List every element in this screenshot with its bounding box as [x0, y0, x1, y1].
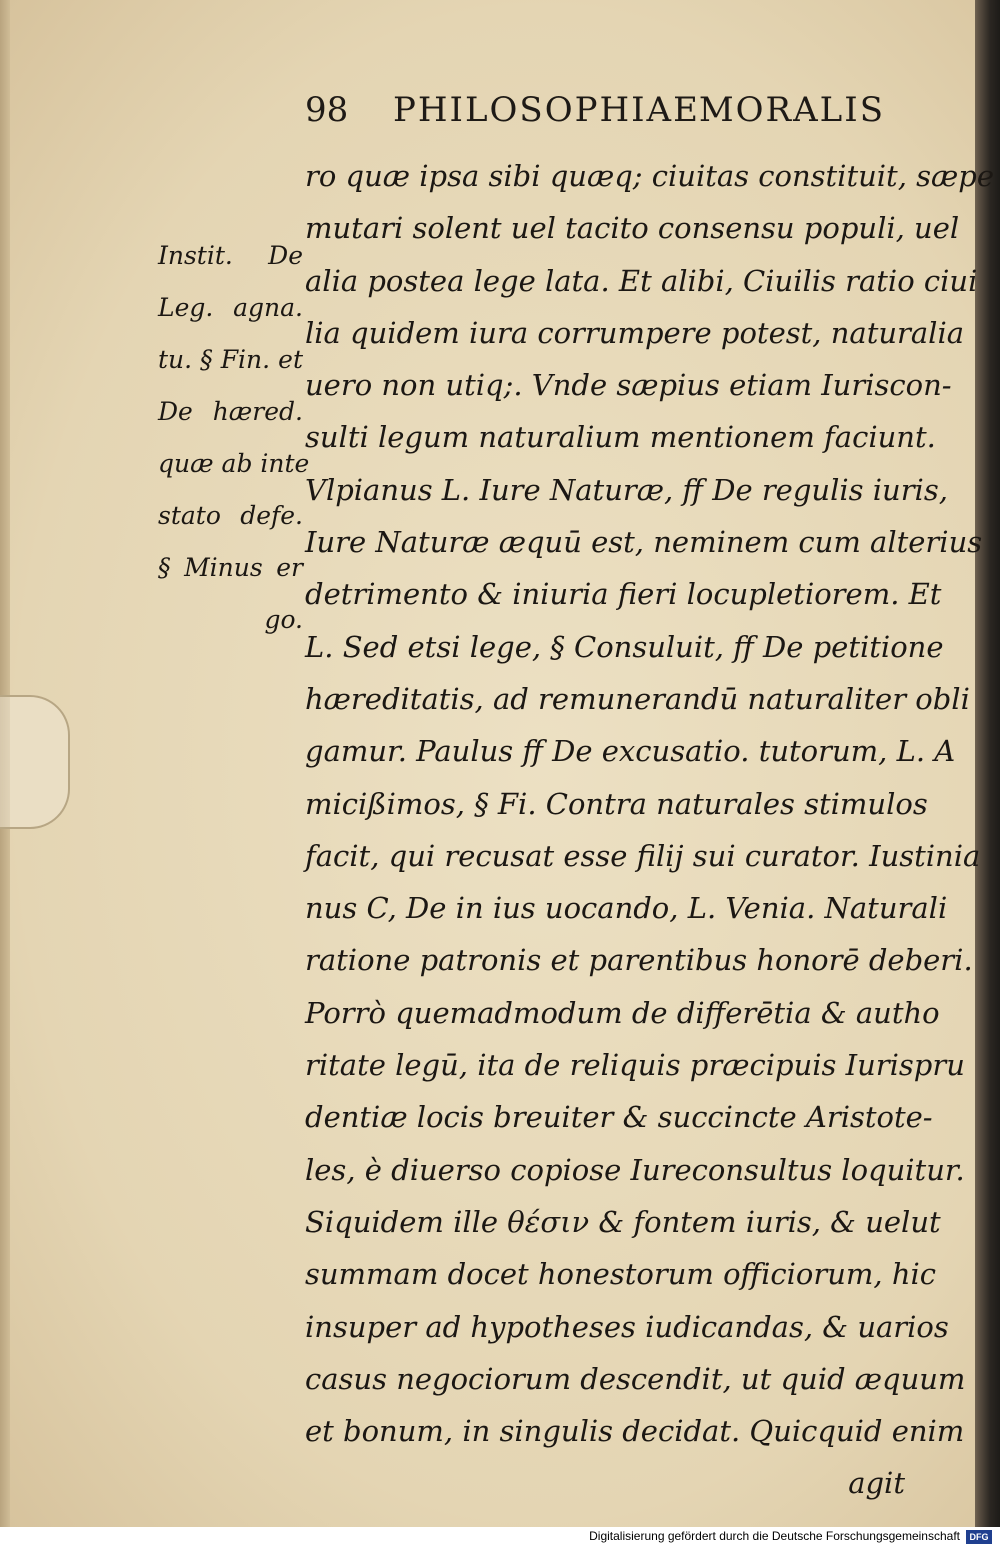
text-line: Siquidem ille θέσιν & fontem iuris, & uelut: [305, 1204, 941, 1239]
text-line: alia postea lege lata. Et alibi, Ciuilis ratio ciui: [305, 263, 978, 298]
marginal-line: tu. § Fin. et: [158, 345, 303, 374]
text-line: Iure Naturæ æquū est, neminem cum alterius: [305, 525, 983, 560]
marginal-line: De hæred.: [158, 397, 303, 426]
footer-bar: [0, 1527, 1000, 1547]
text-line: mutari solent uel tacito consensu populi, uel: [305, 211, 960, 246]
text-line: sulti legum naturalium mentionem faciunt.: [305, 420, 936, 455]
page-number: 98: [305, 90, 349, 130]
page-clip: [0, 695, 70, 829]
running-title-right: MORALIS: [698, 90, 885, 130]
text-line: Porrò quemadmodum de differētia & autho: [305, 995, 940, 1030]
text-line: les, è diuerso copiose Iureconsultus loquitur.: [305, 1152, 965, 1187]
text-line: ratione patronis et parentibus honorē deberi.: [305, 943, 973, 978]
running-header: [305, 90, 885, 140]
marginal-line: Leg. agna.: [158, 293, 303, 322]
text-line: Vlpianus L. Iure Naturæ, ff De regulis iuris,: [305, 472, 948, 507]
marginal-line: stato defe.: [158, 501, 303, 530]
marginal-note: [158, 230, 310, 646]
text-line: uero non utiq;. Vnde sæpius etiam Iuriscon-: [305, 368, 952, 403]
text-line: ro quæ ipsa sibi quæq; ciuitas constituit, sæpe: [305, 159, 995, 193]
marginal-line: Instit. De: [158, 241, 303, 270]
text-line: gamur. Paulus ff De excusatio. tutorum, L. A: [305, 734, 956, 769]
text-line: facit, qui recusat esse filij sui curator. Iustinia: [305, 838, 981, 873]
text-line: casus negociorum descendit, ut quid æquum: [305, 1361, 966, 1396]
marginal-line: § Minus er: [158, 553, 303, 582]
text-line: dentiæ locis breuiter & succincte Aristote-: [305, 1100, 933, 1135]
text-line: insuper ad hypotheses iudicandas, & uarios: [305, 1309, 949, 1344]
running-title-left: PHILOSOPHIAE: [393, 90, 700, 130]
text-line: summam docet honestorum officiorum, hic: [305, 1257, 937, 1292]
dfg-logo-icon: DFG: [966, 1530, 992, 1544]
footer-credit: Digitalisierung gefördert durch die Deutsche Forschungsgemeinschaft: [589, 1529, 960, 1543]
main-text-block: [305, 150, 995, 1510]
text-line: lia quidem iura corrumpere potest, naturalia: [305, 315, 965, 350]
text-line: micißimos, § Fi. Contra naturales stimulos: [305, 786, 928, 821]
marginal-line: go.: [264, 605, 303, 634]
text-line: hæreditatis, ad remunerandū naturaliter obli: [305, 681, 970, 716]
marginal-line: quæ ab inte: [158, 449, 310, 478]
text-line: detrimento & iniuria fieri locupletiorem. Et: [305, 577, 942, 612]
text-line: nus C, De in ius uocando, L. Venia. Naturali: [305, 891, 948, 926]
catchword: agit: [848, 1466, 905, 1501]
text-line: ritate legū, ita de reliquis præcipuis Iurispru: [305, 1048, 965, 1083]
text-line: L. Sed etsi lege, § Consuluit, ff De petitione: [305, 629, 944, 664]
text-line: et bonum, in singulis decidat. Quicquid enim: [305, 1414, 965, 1449]
